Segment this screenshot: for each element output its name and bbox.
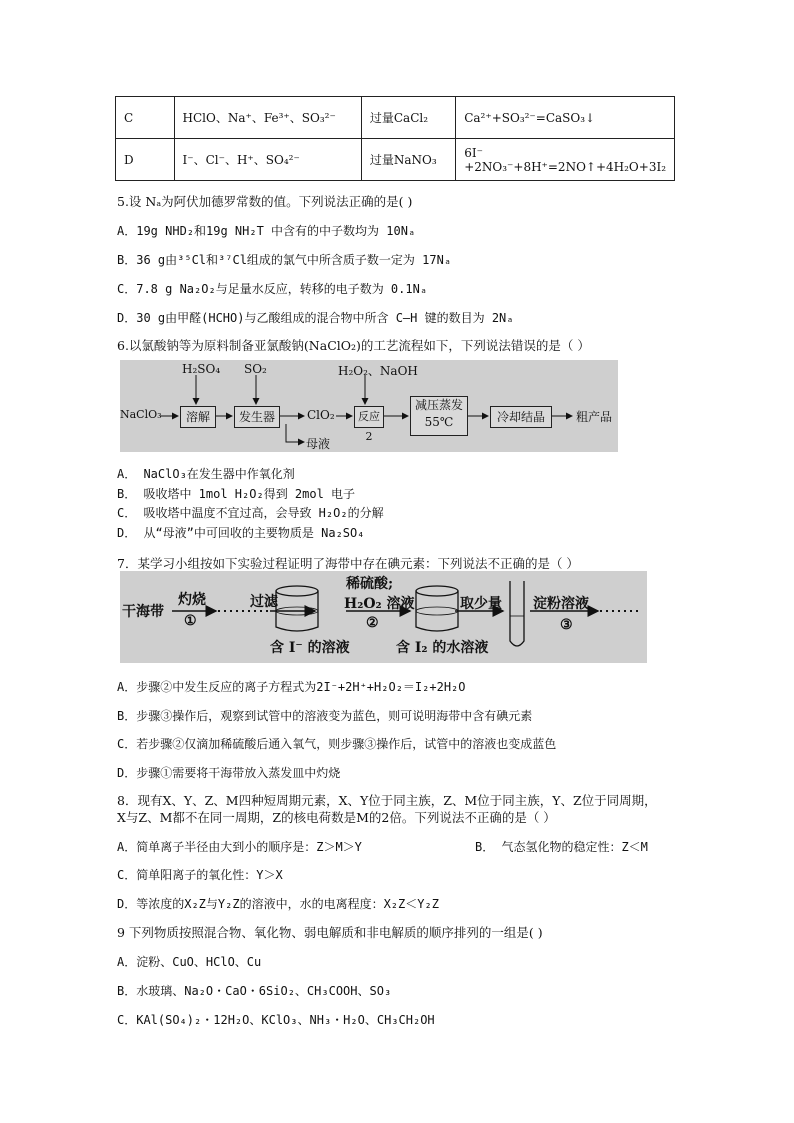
- ion-table: [115, 96, 675, 181]
- q7-option-a: A．步骤②中发生反应的离子方程式为2I⁻+2H⁺+H₂O₂＝I₂+2H₂O: [117, 680, 466, 694]
- flow-mother-label: 母液: [306, 437, 331, 451]
- table-row: [116, 97, 675, 139]
- table-cell-option: D: [116, 139, 175, 181]
- table-cell-ions: HClO、Na⁺、Fe³⁺、SO₃²⁻: [174, 97, 361, 139]
- q7-acid-label: 稀硫酸;: [346, 576, 394, 592]
- q7-flowchart: [120, 571, 647, 663]
- flow-evaporate-box: [410, 396, 468, 436]
- flow-react2-box: 反应 2: [354, 406, 384, 428]
- flow-so2-label: SO₂: [244, 362, 267, 376]
- flow-start-label: NaClO₃: [120, 408, 162, 421]
- q7-h2o2-label: H₂O₂ 溶液: [344, 596, 415, 612]
- q7-stem: 7．某学习小组按如下实验过程证明了海带中存在碘元素：下列说法不正确的是（ ）: [117, 556, 579, 571]
- q5-option-a: A．19g NHD₂和19g NH₂T 中含有的中子数均为 10Nₐ: [117, 224, 416, 238]
- q9-option-c: C．KAl(SO₄)₂・12H₂O、KClO₃、NH₃・H₂O、CH₃CH₂OH: [117, 1013, 435, 1027]
- q6-option-c: C． 吸收塔中温度不宜过高，会导致 H₂O₂的分解: [117, 506, 384, 520]
- q7-take-label: 取少量: [460, 596, 502, 612]
- q9-option-b: B．水玻璃、Na₂O・CaO・6SiO₂、CH₃COOH、SO₃: [117, 984, 392, 998]
- q5-stem: 5.设 Nₐ为阿伏加德罗常数的值。下列说法正确的是( ): [117, 194, 413, 209]
- table-cell-reagent: 过量NaNO₃: [361, 139, 455, 181]
- q5-option-d: D．30 g由甲醛(HCHO)与乙酸组成的混合物中所含 C—H 键的数目为 2Nₐ: [117, 311, 514, 325]
- table-cell-reagent: 过量CaCl₂: [361, 97, 455, 139]
- q7-beaker2-label: 含 I₂ 的水溶液: [396, 640, 489, 656]
- flow-evaporate-label: 减压蒸发: [414, 398, 463, 412]
- table-cell-option: C: [116, 97, 175, 139]
- q8-stem-line1: 8．现有X、Y、Z、M四种短周期元素，X、Y位于同主族，Z、M位于同主族，Y、Z位于同周期，: [117, 793, 657, 808]
- q5-option-b: B．36 g由³⁵Cl和³⁷Cl组成的氯气中所含质子数一定为 17Nₐ: [117, 253, 452, 267]
- table-row: [116, 139, 675, 181]
- table-cell-equation: 6I⁻ +2NO₃⁻+8H⁺=2NO↑+4H₂O+3I₂: [456, 139, 675, 181]
- q8-option-b: B． 气态氢化物的稳定性：Z＜M: [475, 840, 648, 854]
- q7-beaker1-label: 含 I⁻ 的溶液: [270, 640, 350, 656]
- q9-stem: 9 下列物质按照混合物、氧化物、弱电解质和非电解质的顺序排列的一组是( ): [117, 925, 543, 940]
- table-cell-ions: I⁻、Cl⁻、H⁺、SO₄²⁻: [174, 139, 361, 181]
- q8-option-d: D．等浓度的X₂Z与Y₂Z的溶液中，水的电离程度：X₂Z＜Y₂Z: [117, 897, 439, 911]
- q6-option-a: A． NaClO₃在发生器中作氧化剂: [117, 467, 295, 481]
- flow-h2o2-naoh-label: H₂O₂、NaOH: [338, 364, 418, 378]
- q8-option-a: A．简单离子半径由大到小的顺序是：Z＞M＞Y: [117, 840, 362, 854]
- q9-option-a: A．淀粉、CuO、HClO、Cu: [117, 955, 262, 969]
- table-cell-equation: Ca²⁺+SO₃²⁻=CaSO₃↓: [456, 97, 675, 139]
- flow-dissolve-box: 溶解: [180, 406, 216, 428]
- q8-option-c: C．简单阳离子的氧化性：Y＞X: [117, 868, 283, 882]
- q7-burn-label: 灼烧: [178, 592, 206, 608]
- flow-generator-box: 发生器: [234, 406, 280, 428]
- q7-option-c: C．若步骤②仅滴加稀硫酸后通入氧气，则步骤③操作后，试管中的溶液也变成蓝色: [117, 737, 557, 751]
- q7-option-b: B．步骤③操作后，观察到试管中的溶液变为蓝色，则可说明海带中含有碘元素: [117, 709, 533, 723]
- flow-clo2-label: ClO₂: [307, 408, 335, 422]
- q7-step3-label: ③: [560, 617, 573, 633]
- flow-evaporate-temp: 55℃: [424, 415, 454, 429]
- flow-product-label: 粗产品: [576, 410, 613, 424]
- q6-option-b: B． 吸收塔中 1mol H₂O₂得到 2mol 电子: [117, 487, 356, 501]
- q7-step1-label: ①: [184, 613, 197, 629]
- q5-option-c: C．7.8 g Na₂O₂与足量水反应，转移的电子数为 0.1Nₐ: [117, 282, 428, 296]
- q6-option-d: D． 从“母液”中可回收的主要物质是 Na₂SO₄: [117, 526, 365, 540]
- q8-stem-line2: X与Z、M都不在同一周期，Z的核电荷数是M的2倍。下列说法不正确的是（ ）: [117, 810, 556, 825]
- q7-option-d: D．步骤①需要将干海带放入蒸发皿中灼烧: [117, 766, 341, 780]
- q6-flowchart: [120, 360, 618, 452]
- q7-starch-label: 淀粉溶液: [533, 596, 589, 612]
- q7-filter-label: 过滤: [250, 594, 278, 610]
- flow-h2so4-label: H₂SO₄: [182, 362, 221, 376]
- flow-cool-box: 冷却结晶: [490, 406, 552, 428]
- q7-step2-label: ②: [366, 615, 379, 631]
- q7-start-label: 干海带: [122, 604, 164, 620]
- q6-stem: 6.以氯酸钠等为原料制备亚氯酸钠(NaClO₂)的工艺流程如下，下列说法错误的是（ ）: [117, 338, 590, 353]
